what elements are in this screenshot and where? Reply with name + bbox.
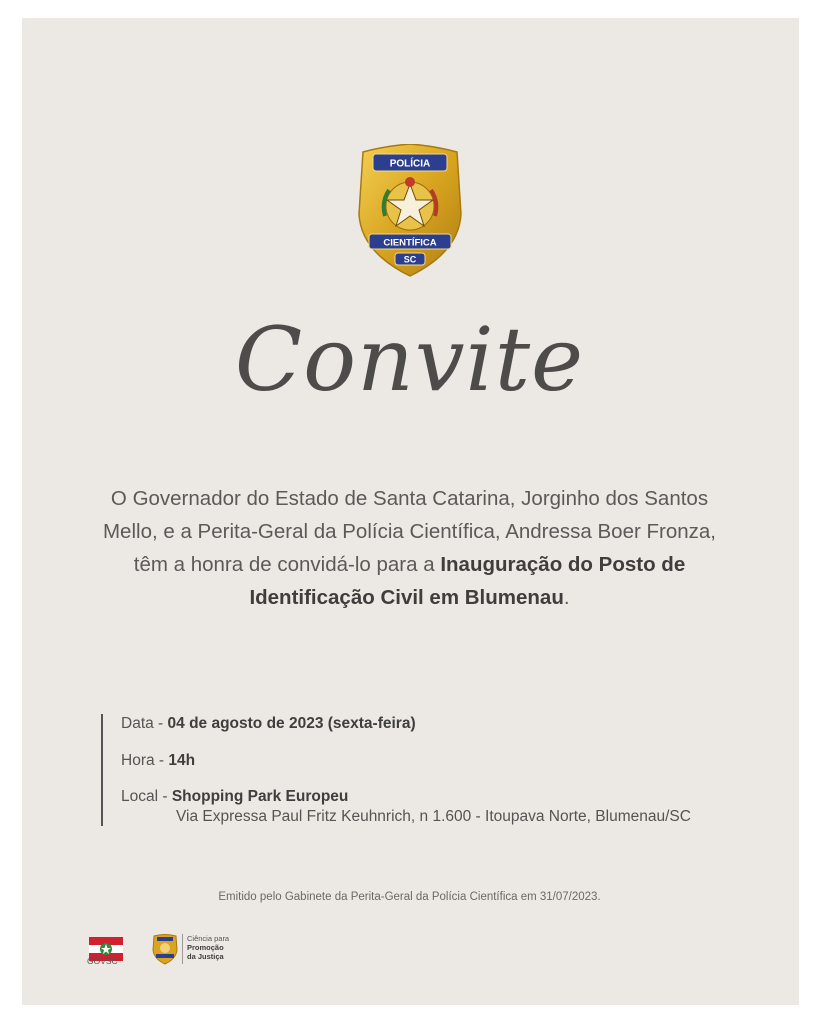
footer-divider <box>182 934 183 964</box>
svg-text:POLÍCIA: POLÍCIA <box>389 158 431 170</box>
intro-text-before: O Governador do Estado de Santa Catarina, Jorginho dos Santos Mello, e a Perita-Geral da Polícia Científica, Andressa Boer Fronza, têm a honra de convidá-lo para a <box>102 487 716 576</box>
event-details <box>101 714 741 826</box>
invitation-text <box>88 482 731 614</box>
date-label: Data - <box>121 715 168 732</box>
date-row <box>121 714 741 734</box>
time-value: 14h <box>168 752 196 769</box>
place-address: Via Expressa Paul Fritz Keuhnrich, n 1.600 - Itoupava Norte, Blumenau/SC <box>176 808 691 825</box>
issued-note: Emitido pelo Gabinete da Perita-Geral da Polícia Científica em 31/07/2023. <box>218 891 601 903</box>
svg-text:SC: SC <box>403 254 417 265</box>
tagline-line-2: Promoção <box>187 943 224 952</box>
pc-tagline <box>187 934 229 961</box>
intro-text-after: . <box>563 586 570 609</box>
time-row <box>121 751 741 771</box>
invitation-title: Convite <box>234 308 585 411</box>
place-value: Shopping Park Europeu <box>171 788 349 805</box>
intro-event-name: Inauguração do Posto de Identificação Civil em Blumenau <box>249 553 686 609</box>
tagline-line-3: da Justiça <box>187 952 224 961</box>
policia-cientifica-badge-icon <box>355 144 465 278</box>
tagline-line-1: Ciência para <box>187 934 230 943</box>
govsc-label: GOVSC <box>87 956 118 966</box>
place-row <box>121 787 741 807</box>
time-label: Hora - <box>121 752 169 769</box>
policia-cientifica-small-logo-icon <box>152 933 178 965</box>
svg-text:CIENTÍFICA: CIENTÍFICA <box>383 237 437 249</box>
date-value: 04 de agosto de 2023 (sexta-feira) <box>167 715 416 732</box>
place-label: Local - <box>121 788 172 805</box>
